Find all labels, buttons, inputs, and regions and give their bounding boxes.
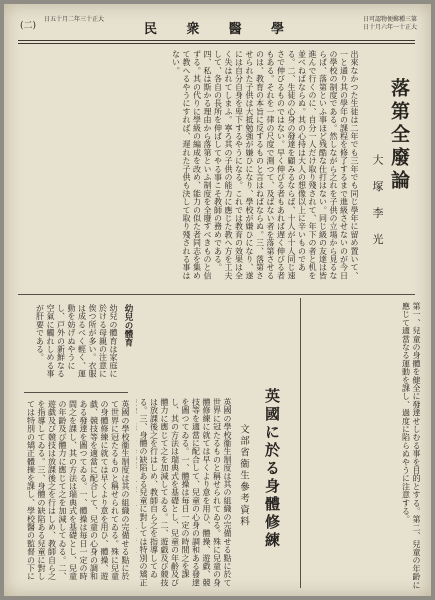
newspaper-page bbox=[4, 4, 431, 596]
article-title: 落第全廢論 bbox=[388, 78, 410, 193]
section-divider bbox=[24, 392, 128, 393]
header-rule bbox=[18, 43, 415, 44]
postal-registration bbox=[297, 16, 417, 31]
article-title: 英國に於る身體修練 bbox=[263, 388, 281, 550]
header-rule bbox=[18, 40, 415, 41]
article-body-continued: 英國の學校衞生制度は其の組織の完備せる點に於て世界に冠たるものと稱せられてゐる。殊に兒童の身體修練に就ては早くより意を用ひ、體操、遊戯、競技等を適當に配合して、兒童の心身の調和ある發達を圖つてゐる。一、體操は毎日一定の時間之を課し、其の方法は瑞典式を基礎とし、兒童の年齡及び體力に應じて之を加減してゐる。二、遊戯及び競技は放課後之を行はしめ、教師自ら之を指導してゐる。三、身體の缺陷ある兒童に對しては特別の矯正體操を課し、學校醫の監督の下に bbox=[26, 400, 130, 581]
article-body: 英國の學校衞生制度は其の組織の完備せる點に於て世界に冠たるものと稱せられてゐる。殊に兒童の身體修練に就ては早くより意を用ひ、體操、遊戯、競技等を適當に配合して、兒童の心身の調和ある發達を圖つてゐる。一、體操は毎日一定の時間之を課し、其の方法は瑞典式を基礎とし、兒童の年齡及び體力に應じて之を加減してゐる。二、遊戯及び競技は放課後之を行はしめ、教師自ら之を指導してゐる。三、身體の缺陷ある兒童に對しては特別の矯正 bbox=[139, 398, 232, 587]
article-author: 大 塚 李 光 bbox=[371, 154, 384, 251]
article-body: 出來なかつた生徒は二年でも三年でも同じ學年に留め置いて、一と通り其の學年の課程を修了するまで進級させないのが今日の學校の制度である。然しながら之れを子供の立場から見るならば、落第といふ事ほど残酷な仕打はない。同じ級の友達は皆進んで行くのに、自分一人だけ取り殘されて、年下の者と机を並べねばならぬ。其の心持は大人の想像以上に辛いものである。二、生徒の心身の發達を顧みるならば、十人が十人同じ速さで伸びるものではない。早く伸びる者もあれば遅く伸びる者もある。それを一律の尺度で測つて、及ばない者を落第させるのは、教育の本旨に反するものと言はねばならぬ。三、落第させられた子供は大抵勉強が嫌ひになり、學校が嫌ひになり、遂には自分自身を卑下するやうになる。これでは教育の效果は全く失はれてしまふ。寧ろ其の子供の能力に應じた教へ方を工夫して、各自の長所を伸ばしてやる事こそ教師の務めである。四、私は斯かる理由から落第といふ制度を全廢すべきものと信ずる。其の代りに學級の編成を改め、能力の似た者同志を集めて教へるやうにすれば、遅れた子供も決して取り殘される事はない。 bbox=[171, 50, 359, 280]
section-divider bbox=[18, 294, 415, 295]
masthead bbox=[144, 18, 284, 37]
issue-date: 日五十月二年三十正大 bbox=[44, 16, 105, 23]
article-body-continued: 第一、兒童の身體を健全に發達せしむる事を目的とする。第二、兒童の年齡に應じて適當なる運動を課し、過度に陷らぬやうに注意する。 bbox=[401, 302, 421, 589]
section-heading: 幼兒の體育 bbox=[123, 304, 133, 347]
postal-line: 日可認物便郵種三第 bbox=[362, 16, 417, 23]
masthead-char: 衆 bbox=[186, 22, 200, 37]
section-body: 幼兒の體育は家庭に於ける母親の注意に俟つ所が多い。衣服は成るべく輕く、運動を妨げぬやうにし、戸外の新鮮なる空氣に觸れしめる事が肝要である。 bbox=[35, 304, 118, 378]
masthead-char: 醫 bbox=[228, 22, 242, 37]
column-divider bbox=[300, 298, 301, 588]
masthead-char: 學 bbox=[270, 22, 284, 37]
postal-line: 日十月六年一十正大 bbox=[362, 23, 417, 31]
page-number: (二) bbox=[20, 21, 37, 31]
masthead-char: 民 bbox=[144, 22, 158, 37]
article-source: 文部省衞生參考資料 bbox=[238, 424, 249, 528]
